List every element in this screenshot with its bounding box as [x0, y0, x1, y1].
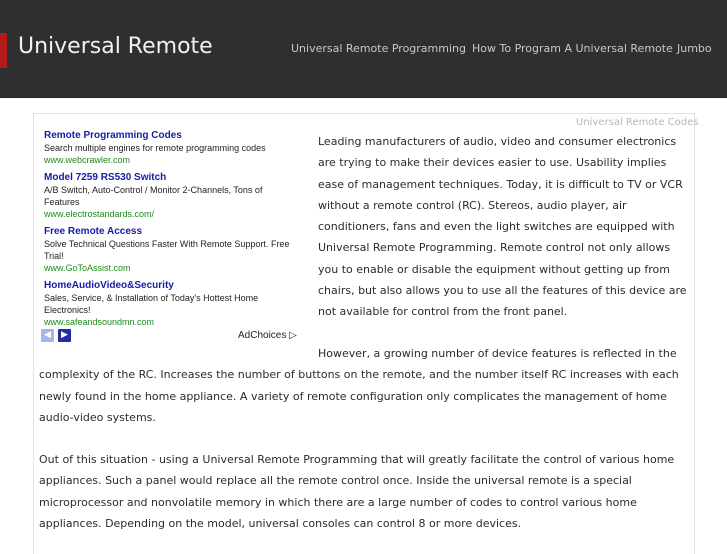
- ad-url[interactable]: www.webcrawler.com: [44, 155, 131, 165]
- ad-title[interactable]: Free Remote Access: [44, 226, 143, 237]
- ad-description: Sales, Service, & Installation of Today's Hottest Home Electronics!: [44, 293, 259, 315]
- nav-item-jumbo[interactable]: Jumbo: [677, 42, 712, 55]
- ad-title[interactable]: Remote Programming Codes: [44, 130, 182, 141]
- ad-prev-arrow-icon[interactable]: ◀: [41, 329, 54, 342]
- ad-title[interactable]: Model 7259 RS530 Switch: [44, 172, 167, 183]
- adchoices-link[interactable]: AdChoices ▷: [238, 330, 297, 341]
- ad-description: A/B Switch, Auto-Control / Monitor 2-Channels, Tons of Features: [44, 185, 263, 207]
- ad-next-arrow-icon[interactable]: ▶: [58, 329, 71, 342]
- ad-block: [44, 129, 300, 333]
- ad-url[interactable]: www.electrostandards.com/: [44, 209, 155, 219]
- ad-item[interactable]: [44, 171, 300, 220]
- article-paragraph: Out of this situation - using a Universal Remote Programming that will greatly facilitate the control of various home appliances. Such a panel would replace all the remote control once. Inside the universal remote is a special microprocessor and nonvolatile memory in which there are a large number of codes to control various home appliances. Depending on the model, universal consoles can control 8 or more devices.: [39, 453, 675, 530]
- ad-url[interactable]: www.GoToAssist.com: [44, 263, 131, 273]
- site-title[interactable]: Universal Remote: [18, 34, 213, 59]
- breadcrumb[interactable]: Universal Remote Codes: [576, 117, 699, 128]
- ad-title[interactable]: HomeAudioVideo&Security: [44, 280, 174, 291]
- nav-item-universal-remote-programming[interactable]: Universal Remote Programming: [291, 42, 466, 55]
- ad-description: Solve Technical Questions Faster With Remote Support. Free Trial!: [44, 239, 290, 261]
- site-header: [0, 0, 727, 98]
- ad-url[interactable]: www.safeandsoundmn.com: [44, 317, 155, 327]
- brand-accent-bar: [0, 33, 7, 68]
- ad-item[interactable]: [44, 279, 300, 328]
- nav-item-how-to-program[interactable]: How To Program A Universal Remote: [472, 42, 673, 55]
- ad-item[interactable]: [44, 129, 300, 166]
- article-paragraph: However, a growing number of device features is reflected in the complexity of the RC. Increases the number of buttons on the remote, and the number itself RC increases with each newly found in the home appliance. A variety of remote configuration only complicates the management of home audio-video systems.: [39, 347, 679, 424]
- article-paragraph: Leading manufacturers of audio, video and consumer electronics are trying to make their devices easier to use. Usability implies ease of management techniques. Today, it is difficult to TV or VCR without a remote control (RC). Stereos, audio player, air conditioners, fans and even the light switches are equipped with Universal Remote Programming. Remote control not only allows you to enable or disable the equipment without getting up from chairs, but also allows you to use all the features of this device are not available for control from the front panel.: [318, 135, 687, 319]
- ad-item[interactable]: [44, 225, 300, 274]
- ad-description: Search multiple engines for remote programming codes: [44, 143, 266, 153]
